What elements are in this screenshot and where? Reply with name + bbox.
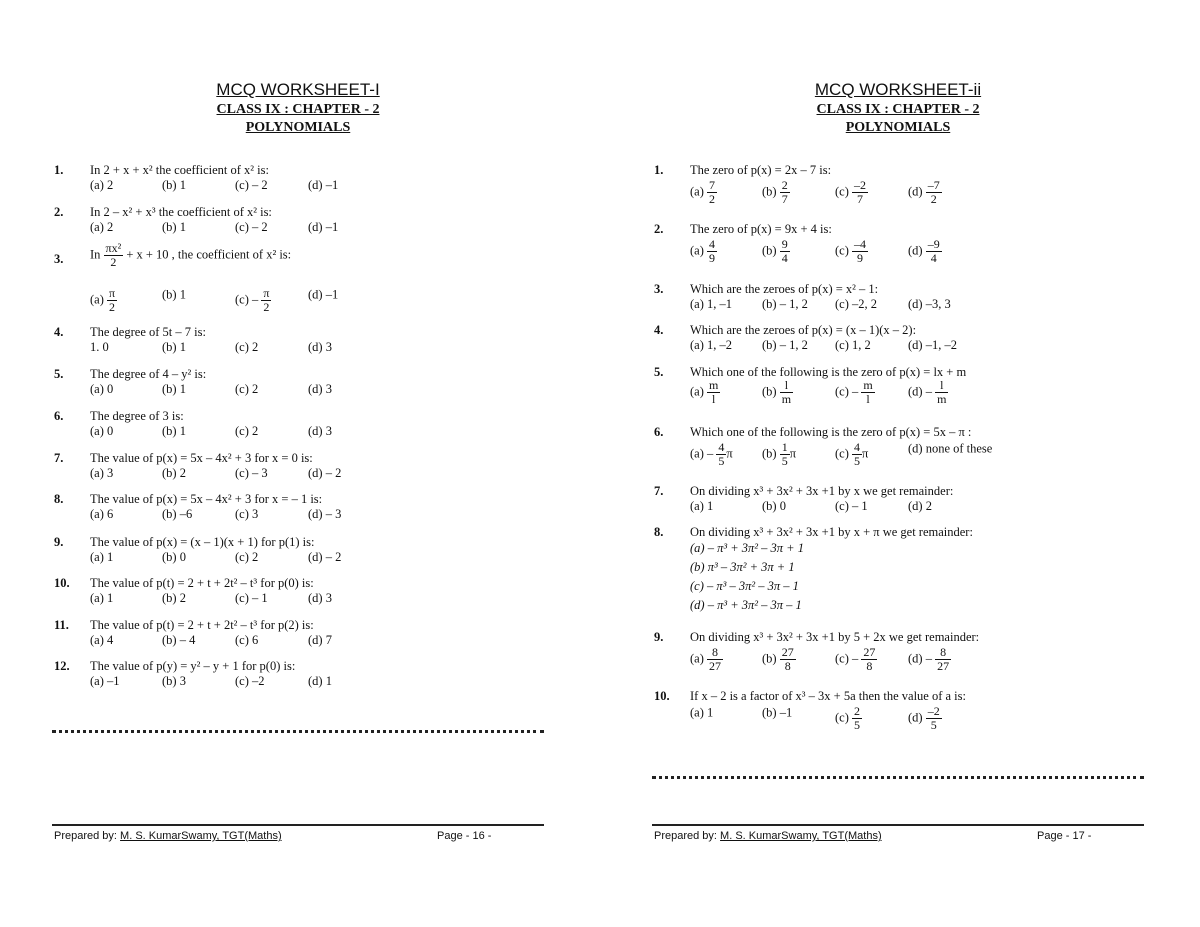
fraction — [852, 238, 868, 264]
fraction — [707, 238, 717, 264]
option: (b) 1 — [162, 382, 186, 396]
chapter-heading: POLYNOMIALS — [245, 120, 351, 135]
fraction — [716, 441, 726, 467]
fraction-denominator: l — [712, 391, 716, 406]
option: (d) 1 — [308, 674, 332, 688]
fraction-denominator: 5 — [854, 453, 860, 468]
question-text: The value of p(x) = 5x – 4x² + 3 for x = – 1 is: — [90, 492, 323, 506]
option-label: (a) — [690, 243, 707, 258]
question-number: 6. — [654, 425, 664, 439]
option — [908, 705, 942, 731]
option: (c) 6 — [235, 633, 259, 647]
option: (c) – 1 — [835, 499, 868, 513]
option — [762, 238, 790, 264]
option: (b) – 4 — [162, 633, 196, 647]
option: (a) 1 — [90, 550, 114, 564]
fraction-denominator: 27 — [937, 658, 950, 673]
fraction-numerator: 1 — [781, 440, 788, 454]
fraction-denominator: 27 — [709, 658, 721, 673]
fraction-numerator: –4 — [854, 237, 866, 251]
question-number: 8. — [654, 525, 664, 539]
question-number: 6. — [54, 409, 64, 423]
question-text: If x – 2 is a factor of x³ – 3x + 5a then the value of a is: — [690, 689, 966, 703]
dotted-divider — [652, 776, 1144, 779]
option-label: (c) — [835, 243, 852, 258]
fraction-numerator: m — [709, 378, 719, 392]
question-text: The value of p(t) = 2 + t + 2t² – t³ for p(2) is: — [90, 618, 314, 632]
fraction-denominator: 4 — [781, 250, 788, 265]
question-text: The value of p(x) = 5x – 4x² + 3 for x = 0 is: — [90, 451, 313, 465]
fraction-numerator: 8 — [935, 646, 951, 660]
fraction-numerator: 4 — [854, 440, 860, 454]
fraction — [852, 705, 862, 731]
question-number: 1. — [654, 163, 664, 177]
fraction-denominator: 5 — [781, 453, 788, 468]
option — [690, 179, 717, 205]
option-label: (b) 1 — [162, 287, 186, 302]
fraction — [707, 646, 723, 672]
footer-author: M. S. KumarSwamy, TGT(Maths) — [720, 830, 882, 842]
option: (b) 3 — [162, 674, 186, 688]
option: (d) 7 — [308, 633, 332, 647]
fraction-numerator: 4 — [709, 237, 715, 251]
option — [690, 379, 720, 405]
question-number: 12. — [54, 659, 70, 673]
fraction-denominator: 2 — [263, 299, 270, 314]
option: (c) –2 — [235, 674, 265, 688]
option: (a) 6 — [90, 507, 114, 521]
option: (a) 2 — [90, 220, 114, 234]
fraction-denominator: 5 — [718, 453, 725, 468]
option: (c) 1, 2 — [835, 338, 871, 352]
fraction-numerator: 4 — [718, 440, 725, 454]
chapter-heading: POLYNOMIALS — [845, 120, 951, 135]
fraction — [935, 379, 948, 405]
fraction-denominator: m — [781, 391, 792, 406]
fraction-numerator: –2 — [927, 704, 940, 718]
option-label: (a) — [690, 651, 707, 666]
option: (a) 1, –2 — [690, 338, 732, 352]
option: (b) – 1, 2 — [762, 338, 808, 352]
option — [908, 441, 992, 457]
option — [835, 238, 868, 264]
question-text: Which one of the following is the zero of p(x) = lx + m — [690, 365, 967, 379]
question-number: 4. — [654, 323, 664, 337]
option: (d) 3 — [308, 340, 332, 354]
question-text: On dividing x³ + 3x² + 3x +1 by x + π we get remainder: — [690, 525, 973, 539]
question-text: The zero of p(x) = 9x + 4 is: — [690, 222, 832, 236]
option-label: (b) — [762, 384, 780, 399]
option: (b) 1 — [162, 178, 186, 192]
question-text: Which are the zeroes of p(x) = x² – 1: — [690, 282, 879, 296]
fraction-denominator: 4 — [930, 250, 937, 265]
fraction-denominator: 7 — [857, 191, 863, 206]
option-label: (b) — [762, 446, 780, 461]
option — [690, 705, 713, 721]
option — [235, 287, 271, 313]
fraction-denominator: 5 — [854, 717, 860, 732]
footer-author: M. S. KumarSwamy, TGT(Maths) — [120, 830, 282, 842]
option — [835, 705, 862, 731]
question-text: Which one of the following is the zero of p(x) = 5x – π : — [690, 425, 972, 439]
fraction-numerator: –9 — [927, 237, 940, 251]
option: (c) 2 — [235, 550, 259, 564]
option-label: (c) – — [235, 292, 262, 307]
option: (c) – 2 — [235, 178, 268, 192]
option-label: (a) — [90, 292, 107, 307]
question-text-prefix: In — [90, 247, 104, 262]
option — [835, 179, 868, 205]
fraction-denominator: 7 — [781, 191, 788, 206]
option: (a) 4 — [90, 633, 114, 647]
option: (c) 2 — [235, 424, 259, 438]
question-text-suffix: + x + 10 , the coefficient of x² is: — [123, 247, 292, 262]
option: (c) 2 — [235, 382, 259, 396]
option — [908, 179, 942, 205]
option-label: (c) — [835, 710, 852, 725]
footer-prefix: Prepared by: — [654, 830, 717, 842]
option: (b) 0 — [762, 499, 786, 513]
option: (b) 1 — [162, 340, 186, 354]
option: (b) 1 — [162, 424, 186, 438]
option-label: (a) 1 — [690, 705, 714, 720]
option: (d) –1 — [308, 178, 339, 192]
page-title: MCQ WORKSHEET-ii — [814, 80, 982, 99]
option: (a) 3 — [90, 466, 114, 480]
fraction — [861, 379, 874, 405]
option-suffix: π — [726, 446, 733, 461]
option: (c) – 3 — [235, 466, 268, 480]
fraction-numerator: 27 — [781, 645, 794, 659]
option-label: (a) – — [690, 446, 717, 461]
option: (a) 1 — [90, 591, 114, 605]
fraction — [935, 646, 951, 672]
option: (d) 3 — [308, 382, 332, 396]
option-label: (d) – — [908, 384, 936, 399]
fraction-numerator: 2 — [781, 178, 788, 192]
fraction — [104, 242, 124, 268]
option: (d) – 3 — [308, 507, 342, 521]
option-label: (c) – — [835, 651, 862, 666]
option: (d) 3 — [308, 424, 332, 438]
footer-rule — [652, 824, 1144, 826]
option-label: (b) — [762, 243, 780, 258]
fraction — [780, 379, 793, 405]
question-number: 5. — [654, 365, 664, 379]
fraction — [780, 441, 790, 467]
question-number: 7. — [54, 451, 64, 465]
option-label: (d) — [908, 184, 926, 199]
question-number: 2. — [654, 222, 664, 236]
option: (c) 3 — [235, 507, 259, 521]
footer-prefix: Prepared by: — [54, 830, 117, 842]
fraction-numerator: πx² — [105, 241, 122, 255]
option: (c) –2, 2 — [835, 297, 877, 311]
fraction-denominator: 2 — [930, 191, 937, 206]
fraction — [852, 179, 868, 205]
page-title: MCQ WORKSHEET-I — [216, 80, 380, 99]
option — [90, 287, 117, 313]
question-number: 4. — [54, 325, 64, 339]
option: (a) 0 — [90, 424, 114, 438]
question-number: 8. — [54, 492, 64, 506]
fraction-numerator: l — [780, 379, 793, 393]
fraction-denominator: 8 — [784, 658, 791, 673]
option-label: (d) – — [908, 651, 936, 666]
option-label: (b) –1 — [762, 705, 793, 720]
page-number: Page - 16 - — [437, 830, 492, 842]
footer-credit — [54, 830, 282, 842]
question-text: Which are the zeroes of p(x) = (x – 1)(x – 2): — [690, 323, 917, 337]
question-text: On dividing x³ + 3x² + 3x +1 by 5 + 2x we get remainder: — [690, 630, 980, 644]
question-number: 11. — [54, 618, 69, 632]
option — [835, 379, 875, 405]
fraction-numerator: 27 — [863, 645, 876, 659]
fraction-numerator: 8 — [707, 646, 723, 660]
option-label: (b) — [762, 651, 780, 666]
option-label: (c) — [835, 184, 852, 199]
fraction-numerator: –7 — [927, 178, 940, 192]
question-number: 2. — [54, 205, 64, 219]
question-number: 9. — [54, 535, 64, 549]
question-text — [90, 242, 291, 268]
fraction-denominator: 8 — [866, 658, 873, 673]
question-number: 7. — [654, 484, 664, 498]
option — [835, 646, 877, 672]
option-label: (d) — [908, 243, 926, 258]
option — [762, 705, 792, 721]
fraction-numerator: l — [935, 379, 948, 393]
dotted-divider — [52, 730, 544, 733]
option: (b) π³ – 3π² + 3π + 1 — [690, 560, 795, 574]
question-number: 10. — [654, 689, 670, 703]
fraction — [707, 379, 720, 405]
option — [762, 646, 796, 672]
fraction — [861, 646, 877, 672]
option-label: (a) — [690, 184, 707, 199]
fraction-numerator: 9 — [781, 237, 788, 251]
option: (d) –3, 3 — [908, 297, 951, 311]
option-label: (d) none of these — [908, 441, 993, 456]
class-heading: CLASS IX : CHAPTER - 2 — [216, 102, 380, 117]
option: (b) – 1, 2 — [762, 297, 808, 311]
question-number: 5. — [54, 367, 64, 381]
question-number: 10. — [54, 576, 70, 590]
option: (c) – 2 — [235, 220, 268, 234]
option: (b) 0 — [162, 550, 186, 564]
question-number: 1. — [54, 163, 64, 177]
option-suffix: π — [789, 446, 797, 461]
footer-rule — [52, 824, 544, 826]
question-text: The value of p(x) = (x – 1)(x + 1) for p(1) is: — [90, 535, 315, 549]
fraction — [780, 646, 796, 672]
fraction-numerator: π — [263, 286, 270, 300]
fraction — [780, 179, 790, 205]
question-text: The degree of 5t – 7 is: — [90, 325, 206, 339]
option: (b) 1 — [162, 220, 186, 234]
option: (a) – π³ + 3π² – 3π + 1 — [690, 541, 804, 555]
option-suffix: π — [862, 446, 869, 461]
fraction-denominator: 9 — [709, 250, 715, 265]
option — [908, 379, 948, 405]
question-text: The degree of 3 is: — [90, 409, 184, 423]
option: (d) – 2 — [308, 466, 342, 480]
footer-credit — [654, 830, 882, 842]
fraction-numerator: 2 — [854, 704, 860, 718]
fraction-denominator: 9 — [857, 250, 863, 265]
worksheet-page-left — [52, 0, 544, 927]
option — [762, 179, 790, 205]
option: (c) – 1 — [235, 591, 268, 605]
fraction-denominator: m — [937, 391, 947, 406]
fraction-denominator: 5 — [930, 717, 937, 732]
question-text: The zero of p(x) = 2x – 7 is: — [690, 163, 832, 177]
option — [308, 287, 338, 303]
option-label: (a) — [690, 384, 707, 399]
fraction — [926, 705, 942, 731]
option-label: (c) — [835, 446, 852, 461]
fraction-denominator: 2 — [110, 254, 117, 269]
question-text: On dividing x³ + 3x² + 3x +1 by x we get remainder: — [690, 484, 954, 498]
option: (b) –6 — [162, 507, 193, 521]
fraction — [926, 238, 942, 264]
fraction-numerator: –2 — [854, 178, 866, 192]
option: (d) –1, –2 — [908, 338, 957, 352]
question-number: 3. — [54, 252, 64, 266]
option: (b) 2 — [162, 466, 186, 480]
fraction-numerator: π — [109, 286, 116, 300]
question-number: 3. — [654, 282, 664, 296]
option: (a) 1, –1 — [690, 297, 732, 311]
fraction — [852, 441, 862, 467]
option: 1. 0 — [90, 340, 109, 354]
question-text: The degree of 4 – y² is: — [90, 367, 207, 381]
fraction-denominator: 2 — [709, 191, 715, 206]
option: (a) 0 — [90, 382, 114, 396]
option: (a) –1 — [90, 674, 120, 688]
option — [762, 379, 793, 405]
fraction — [107, 287, 117, 313]
question-text: The value of p(t) = 2 + t + 2t² – t³ for p(0) is: — [90, 576, 314, 590]
fraction — [926, 179, 942, 205]
class-heading: CLASS IX : CHAPTER - 2 — [816, 102, 980, 117]
option-label: (c) – — [835, 384, 862, 399]
option — [908, 238, 942, 264]
question-text: In 2 – x² + x³ the coefficient of x² is: — [90, 205, 272, 219]
option: (c) – π³ – 3π² – 3π – 1 — [690, 579, 799, 593]
option — [835, 441, 868, 467]
fraction-denominator: 2 — [109, 299, 116, 314]
option: (a) 2 — [90, 178, 114, 192]
fraction — [707, 179, 717, 205]
option: (d) – π³ + 3π² – 3π – 1 — [690, 598, 802, 612]
option: (d) – 2 — [308, 550, 342, 564]
fraction-numerator: 7 — [709, 178, 715, 192]
fraction-numerator: m — [863, 378, 873, 392]
question-number: 9. — [654, 630, 664, 644]
option: (a) 1 — [690, 499, 714, 513]
option: (b) 2 — [162, 591, 186, 605]
option — [762, 441, 796, 467]
option: (c) 2 — [235, 340, 259, 354]
option — [690, 238, 717, 264]
fraction — [261, 287, 271, 313]
option — [690, 646, 723, 672]
question-text: In 2 + x + x² the coefficient of x² is: — [90, 163, 269, 177]
worksheet-page-right — [652, 0, 1144, 927]
option: (d) 3 — [308, 591, 332, 605]
option — [162, 287, 186, 303]
page-number: Page - 17 - — [1037, 830, 1092, 842]
question-text: The value of p(y) = y² – y + 1 for p(0) is: — [90, 659, 296, 673]
option-label: (b) — [762, 184, 780, 199]
option-label: (d) –1 — [308, 287, 339, 302]
fraction — [780, 238, 790, 264]
option — [908, 646, 951, 672]
option-label: (d) — [908, 710, 926, 725]
fraction-denominator: l — [866, 391, 870, 406]
option: (d) –1 — [308, 220, 339, 234]
option: (d) 2 — [908, 499, 932, 513]
option — [690, 441, 733, 467]
